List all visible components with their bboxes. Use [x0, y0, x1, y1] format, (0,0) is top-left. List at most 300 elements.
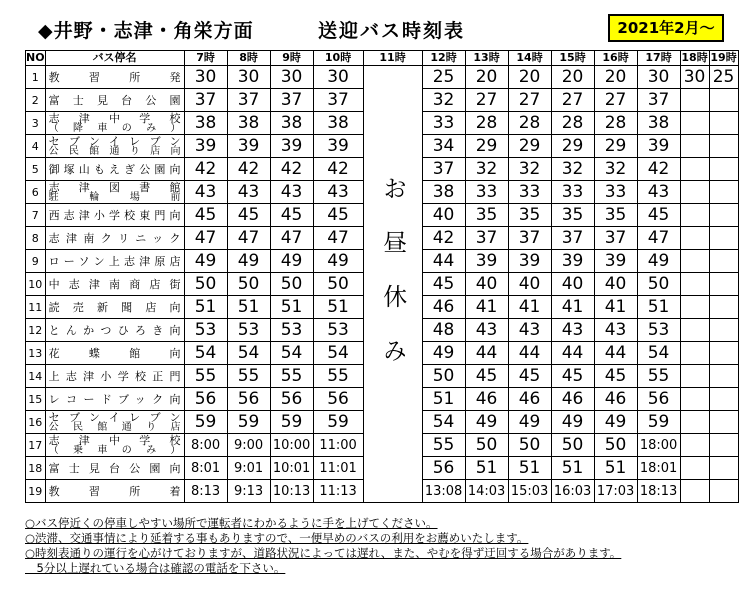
departure-time: 38 — [313, 112, 363, 135]
departure-time: 55 — [422, 434, 465, 457]
note-line: ○時刻表通りの運行を心がけておりますが、道路状況によっては遅れ、また、やむを得ず迂回する場合があります。 — [25, 546, 622, 560]
departure-time: 55 — [313, 365, 363, 388]
row-number: 11 — [26, 296, 46, 319]
departure-time: 45 — [637, 204, 680, 227]
departure-time: 9:01 — [227, 457, 270, 480]
departure-time: 28 — [594, 112, 637, 135]
stop-name-sub: 公民館通り店向 — [48, 145, 181, 157]
departure-time: 8:00 — [184, 434, 227, 457]
stop-name-line: セブンイレブン — [48, 134, 181, 148]
departure-time — [709, 204, 738, 227]
departure-time — [680, 296, 709, 319]
departure-time: 11:01 — [313, 457, 363, 480]
note-line: ○渋滞、交通事情により延着する事もありますので、一便早めのバスの利用をお薦めいたします。 — [25, 531, 529, 545]
departure-time: 11:13 — [313, 480, 363, 503]
departure-time: 51 — [508, 457, 551, 480]
stop-name — [45, 89, 184, 112]
stop-name — [45, 158, 184, 181]
lunch-break — [363, 66, 422, 503]
departure-time: 42 — [184, 158, 227, 181]
departure-time: 18:13 — [637, 480, 680, 503]
departure-time: 37 — [270, 89, 313, 112]
stop-name — [45, 434, 184, 457]
departure-time: 33 — [422, 112, 465, 135]
departure-time: 39 — [227, 135, 270, 158]
departure-time: 55 — [270, 365, 313, 388]
date-badge: 2021年2月～ — [608, 14, 724, 42]
departure-time: 38 — [184, 112, 227, 135]
column-header: NO — [26, 51, 45, 64]
departure-time: 27 — [551, 89, 594, 112]
stop-name-sub: 駐輪場前 — [48, 191, 181, 203]
departure-time: 30 — [680, 66, 709, 89]
departure-time: 43 — [637, 181, 680, 204]
departure-time — [680, 227, 709, 250]
departure-time: 37 — [422, 158, 465, 181]
row-number: 12 — [26, 319, 46, 342]
departure-time: 45 — [508, 365, 551, 388]
departure-time — [709, 319, 738, 342]
row-number: 6 — [26, 181, 46, 204]
departure-time: 47 — [637, 227, 680, 250]
departure-time — [709, 296, 738, 319]
stop-name-line: レコードブック向 — [48, 392, 181, 406]
departure-time — [709, 250, 738, 273]
stop-name — [45, 388, 184, 411]
row-number: 18 — [26, 457, 46, 480]
departure-time: 53 — [227, 319, 270, 342]
row-number: 17 — [26, 434, 46, 457]
departure-time: 55 — [637, 365, 680, 388]
stop-name — [45, 342, 184, 365]
stop-name — [45, 204, 184, 227]
departure-time: 46 — [422, 296, 465, 319]
stop-name-line: 志津中学校 — [48, 111, 181, 125]
departure-time: 47 — [270, 227, 313, 250]
stop-name — [45, 250, 184, 273]
departure-time: 50 — [270, 273, 313, 296]
departure-time: 50 — [508, 434, 551, 457]
departure-time: 37 — [594, 227, 637, 250]
row-number: 4 — [26, 135, 46, 158]
departure-time: 56 — [313, 388, 363, 411]
lunch-break-label: お昼休み — [378, 176, 407, 392]
departure-time: 42 — [422, 227, 465, 250]
departure-time: 8:01 — [184, 457, 227, 480]
departure-time: 43 — [227, 181, 270, 204]
departure-time — [680, 434, 709, 457]
departure-time: 37 — [551, 227, 594, 250]
departure-time: 29 — [508, 135, 551, 158]
departure-time: 42 — [313, 158, 363, 181]
column-header: 14時 — [508, 51, 551, 66]
departure-time: 17:03 — [594, 480, 637, 503]
departure-time: 33 — [594, 181, 637, 204]
departure-time — [709, 135, 738, 158]
departure-time: 33 — [508, 181, 551, 204]
departure-time: 44 — [422, 250, 465, 273]
departure-time: 45 — [184, 204, 227, 227]
departure-time: 28 — [508, 112, 551, 135]
departure-time: 9:13 — [227, 480, 270, 503]
departure-time: 46 — [465, 388, 508, 411]
departure-time: 32 — [422, 89, 465, 112]
note-line: ○バス停近くの停車しやすい場所で運転者にわかるように手を上げてください。 — [25, 516, 438, 530]
departure-time: 39 — [313, 135, 363, 158]
departure-time: 54 — [637, 342, 680, 365]
departure-time: 45 — [422, 273, 465, 296]
departure-time: 37 — [637, 89, 680, 112]
departure-time: 18:01 — [637, 457, 680, 480]
departure-time: 13:08 — [422, 480, 465, 503]
departure-time: 44 — [594, 342, 637, 365]
departure-time: 51 — [227, 296, 270, 319]
departure-time: 25 — [709, 66, 738, 89]
stop-name — [45, 273, 184, 296]
column-header: 10時 — [313, 51, 363, 66]
departure-time: 59 — [637, 411, 680, 434]
departure-time: 50 — [594, 434, 637, 457]
departure-time — [709, 181, 738, 204]
departure-time: 51 — [594, 457, 637, 480]
stop-name-line: 教 習 所 着 — [48, 484, 181, 498]
departure-time — [709, 89, 738, 112]
stop-name — [45, 296, 184, 319]
departure-time: 9:00 — [227, 434, 270, 457]
stop-name — [45, 411, 184, 434]
column-header: 9時 — [270, 51, 313, 66]
stop-name-line: 志津中学校 — [48, 433, 181, 447]
departure-time: 51 — [465, 457, 508, 480]
departure-time: 39 — [594, 250, 637, 273]
column-header: 19時 — [710, 51, 737, 64]
column-header: 11時 — [363, 51, 422, 66]
departure-time: 56 — [270, 388, 313, 411]
departure-time — [709, 342, 738, 365]
departure-time: 10:01 — [270, 457, 313, 480]
departure-time: 35 — [508, 204, 551, 227]
departure-time — [709, 434, 738, 457]
departure-time — [709, 411, 738, 434]
departure-time: 38 — [227, 112, 270, 135]
departure-time: 49 — [594, 411, 637, 434]
departure-time: 20 — [551, 66, 594, 89]
departure-time: 33 — [551, 181, 594, 204]
departure-time: 54 — [313, 342, 363, 365]
departure-time: 38 — [270, 112, 313, 135]
departure-time — [680, 250, 709, 273]
departure-time: 32 — [465, 158, 508, 181]
departure-time: 30 — [270, 66, 313, 89]
departure-time — [680, 457, 709, 480]
departure-time: 46 — [551, 388, 594, 411]
departure-time: 49 — [227, 250, 270, 273]
stop-name-line: 花 蝶 館 向 — [48, 346, 181, 360]
departure-time — [680, 365, 709, 388]
departure-time: 38 — [637, 112, 680, 135]
column-header: バス停名 — [45, 51, 184, 66]
header-row — [26, 51, 739, 66]
departure-time — [680, 181, 709, 204]
departure-time: 50 — [422, 365, 465, 388]
departure-time: 42 — [270, 158, 313, 181]
row-number: 14 — [26, 365, 46, 388]
departure-time: 45 — [270, 204, 313, 227]
departure-time — [709, 227, 738, 250]
stop-name-line: 志津南クリニック — [48, 231, 181, 245]
page-subtitle: 送迎バス時刻表 — [318, 20, 466, 42]
column-header: 15時 — [551, 51, 594, 66]
departure-time: 54 — [270, 342, 313, 365]
departure-time: 8:13 — [184, 480, 227, 503]
departure-time: 42 — [637, 158, 680, 181]
departure-time: 28 — [465, 112, 508, 135]
departure-time — [680, 158, 709, 181]
departure-time: 45 — [551, 365, 594, 388]
stop-name — [45, 112, 184, 135]
departure-time: 49 — [422, 342, 465, 365]
stop-name-sub: （降車のみ） — [48, 122, 181, 134]
departure-time: 43 — [508, 319, 551, 342]
departure-time — [680, 89, 709, 112]
departure-time — [680, 273, 709, 296]
departure-time — [680, 112, 709, 135]
stop-name-line: ローソン上志津原店 — [48, 254, 181, 268]
row-number: 8 — [26, 227, 46, 250]
departure-time: 29 — [594, 135, 637, 158]
departure-time: 41 — [508, 296, 551, 319]
row-number: 7 — [26, 204, 46, 227]
departure-time: 18:00 — [637, 434, 680, 457]
departure-time — [680, 411, 709, 434]
departure-time: 30 — [184, 66, 227, 89]
departure-time: 37 — [313, 89, 363, 112]
departure-time: 51 — [313, 296, 363, 319]
departure-time: 39 — [508, 250, 551, 273]
departure-time: 50 — [227, 273, 270, 296]
departure-time: 51 — [184, 296, 227, 319]
departure-time: 47 — [184, 227, 227, 250]
departure-time: 14:03 — [465, 480, 508, 503]
departure-time: 53 — [313, 319, 363, 342]
departure-time: 55 — [227, 365, 270, 388]
stop-name-line: 志津図書館 — [48, 180, 181, 194]
departure-time: 59 — [184, 411, 227, 434]
departure-time: 32 — [594, 158, 637, 181]
departure-time — [680, 204, 709, 227]
departure-time — [680, 342, 709, 365]
departure-time: 29 — [551, 135, 594, 158]
departure-time: 43 — [551, 319, 594, 342]
departure-time: 32 — [551, 158, 594, 181]
departure-time — [680, 135, 709, 158]
departure-time: 35 — [594, 204, 637, 227]
departure-time: 40 — [594, 273, 637, 296]
stop-name-line: セブンイレブン — [48, 410, 181, 424]
departure-time: 41 — [465, 296, 508, 319]
departure-time: 50 — [313, 273, 363, 296]
departure-time: 51 — [637, 296, 680, 319]
stop-name-line: 西志津小学校東門向 — [48, 208, 181, 222]
departure-time: 16:03 — [551, 480, 594, 503]
stop-name-line: 読売新聞店向 — [48, 300, 181, 314]
departure-time: 35 — [551, 204, 594, 227]
row-number: 3 — [26, 112, 46, 135]
stop-name-sub: 公民館通り店 — [48, 421, 181, 433]
departure-time: 41 — [551, 296, 594, 319]
departure-time: 51 — [551, 457, 594, 480]
row-number: 1 — [26, 66, 46, 89]
departure-time: 32 — [508, 158, 551, 181]
departure-time: 40 — [508, 273, 551, 296]
stop-name-line: とんかつひろき向 — [48, 323, 181, 337]
row-number: 5 — [26, 158, 46, 181]
departure-time: 49 — [270, 250, 313, 273]
row-number: 2 — [26, 89, 46, 112]
stop-name — [45, 227, 184, 250]
departure-time: 45 — [313, 204, 363, 227]
departure-time: 10:13 — [270, 480, 313, 503]
stop-name-line: 御塚山もえぎ公園向 — [48, 162, 181, 176]
departure-time: 56 — [227, 388, 270, 411]
stop-name-line: 富士見台公園 — [48, 93, 181, 107]
departure-time — [709, 480, 738, 503]
row-number: 9 — [26, 250, 46, 273]
departure-time: 56 — [422, 457, 465, 480]
departure-time: 49 — [184, 250, 227, 273]
departure-time: 44 — [508, 342, 551, 365]
departure-time — [709, 112, 738, 135]
departure-time — [709, 457, 738, 480]
departure-time: 45 — [594, 365, 637, 388]
departure-time: 54 — [227, 342, 270, 365]
row-number: 10 — [26, 273, 46, 296]
departure-time: 35 — [465, 204, 508, 227]
departure-time: 46 — [594, 388, 637, 411]
row-number: 13 — [26, 342, 46, 365]
departure-time: 20 — [465, 66, 508, 89]
departure-time: 39 — [465, 250, 508, 273]
departure-time: 10:00 — [270, 434, 313, 457]
departure-time: 49 — [465, 411, 508, 434]
departure-time: 45 — [227, 204, 270, 227]
departure-time: 37 — [227, 89, 270, 112]
departure-time: 53 — [184, 319, 227, 342]
column-header: 17時 — [637, 51, 680, 66]
departure-time: 33 — [465, 181, 508, 204]
departure-time: 54 — [422, 411, 465, 434]
departure-time: 29 — [465, 135, 508, 158]
departure-time: 30 — [227, 66, 270, 89]
departure-time — [709, 273, 738, 296]
column-header: 16時 — [594, 51, 637, 66]
departure-time: 39 — [551, 250, 594, 273]
departure-time: 39 — [637, 135, 680, 158]
departure-time: 43 — [594, 319, 637, 342]
stop-name — [45, 480, 184, 503]
departure-time — [680, 319, 709, 342]
column-header: 12時 — [422, 51, 465, 66]
stop-name-line: 上志津小学校正門 — [48, 369, 181, 383]
table-row — [26, 66, 739, 89]
departure-time: 15:03 — [508, 480, 551, 503]
page-title: ◆井野・志津・角栄方面 — [38, 20, 254, 42]
row-number: 15 — [26, 388, 46, 411]
departure-time: 50 — [637, 273, 680, 296]
stop-name-line: 教 習 所 発 — [48, 70, 181, 84]
stop-name — [45, 319, 184, 342]
row-number: 19 — [26, 480, 46, 503]
departure-time: 34 — [422, 135, 465, 158]
departure-time: 28 — [551, 112, 594, 135]
departure-time — [680, 388, 709, 411]
column-header: 18時 — [681, 51, 708, 64]
departure-time: 41 — [594, 296, 637, 319]
departure-time: 46 — [508, 388, 551, 411]
timetable — [25, 50, 739, 503]
departure-time: 53 — [270, 319, 313, 342]
departure-time: 30 — [313, 66, 363, 89]
departure-time: 20 — [594, 66, 637, 89]
stop-name-line: 富士見台公園向 — [48, 461, 181, 475]
stop-name — [45, 181, 184, 204]
departure-time — [709, 365, 738, 388]
departure-time: 50 — [465, 434, 508, 457]
departure-time: 56 — [184, 388, 227, 411]
departure-time: 59 — [270, 411, 313, 434]
departure-time: 43 — [313, 181, 363, 204]
departure-time: 49 — [551, 411, 594, 434]
departure-time: 39 — [270, 135, 313, 158]
departure-time: 49 — [637, 250, 680, 273]
departure-time: 44 — [465, 342, 508, 365]
departure-time: 43 — [184, 181, 227, 204]
departure-time: 51 — [270, 296, 313, 319]
departure-time: 38 — [422, 181, 465, 204]
departure-time: 20 — [508, 66, 551, 89]
stop-name — [45, 66, 184, 89]
departure-time: 30 — [637, 66, 680, 89]
departure-time: 40 — [422, 204, 465, 227]
departure-time: 40 — [551, 273, 594, 296]
departure-time: 51 — [422, 388, 465, 411]
departure-time: 43 — [465, 319, 508, 342]
column-header: 13時 — [465, 51, 508, 66]
departure-time: 42 — [227, 158, 270, 181]
departure-time: 50 — [184, 273, 227, 296]
departure-time: 49 — [508, 411, 551, 434]
row-number: 16 — [26, 411, 46, 434]
departure-time: 37 — [508, 227, 551, 250]
departure-time: 48 — [422, 319, 465, 342]
departure-time: 49 — [313, 250, 363, 273]
departure-time: 43 — [270, 181, 313, 204]
departure-time: 37 — [184, 89, 227, 112]
stop-name — [45, 135, 184, 158]
departure-time: 25 — [422, 66, 465, 89]
column-header: 7時 — [184, 51, 227, 66]
departure-time: 27 — [594, 89, 637, 112]
note-line: 5分以上遅れている場合は確認の電話を下さい。 — [25, 561, 286, 575]
departure-time: 45 — [465, 365, 508, 388]
stop-name — [45, 365, 184, 388]
departure-time: 40 — [465, 273, 508, 296]
departure-time — [709, 388, 738, 411]
departure-time: 56 — [637, 388, 680, 411]
stop-name — [45, 457, 184, 480]
departure-time: 54 — [184, 342, 227, 365]
departure-time: 59 — [227, 411, 270, 434]
